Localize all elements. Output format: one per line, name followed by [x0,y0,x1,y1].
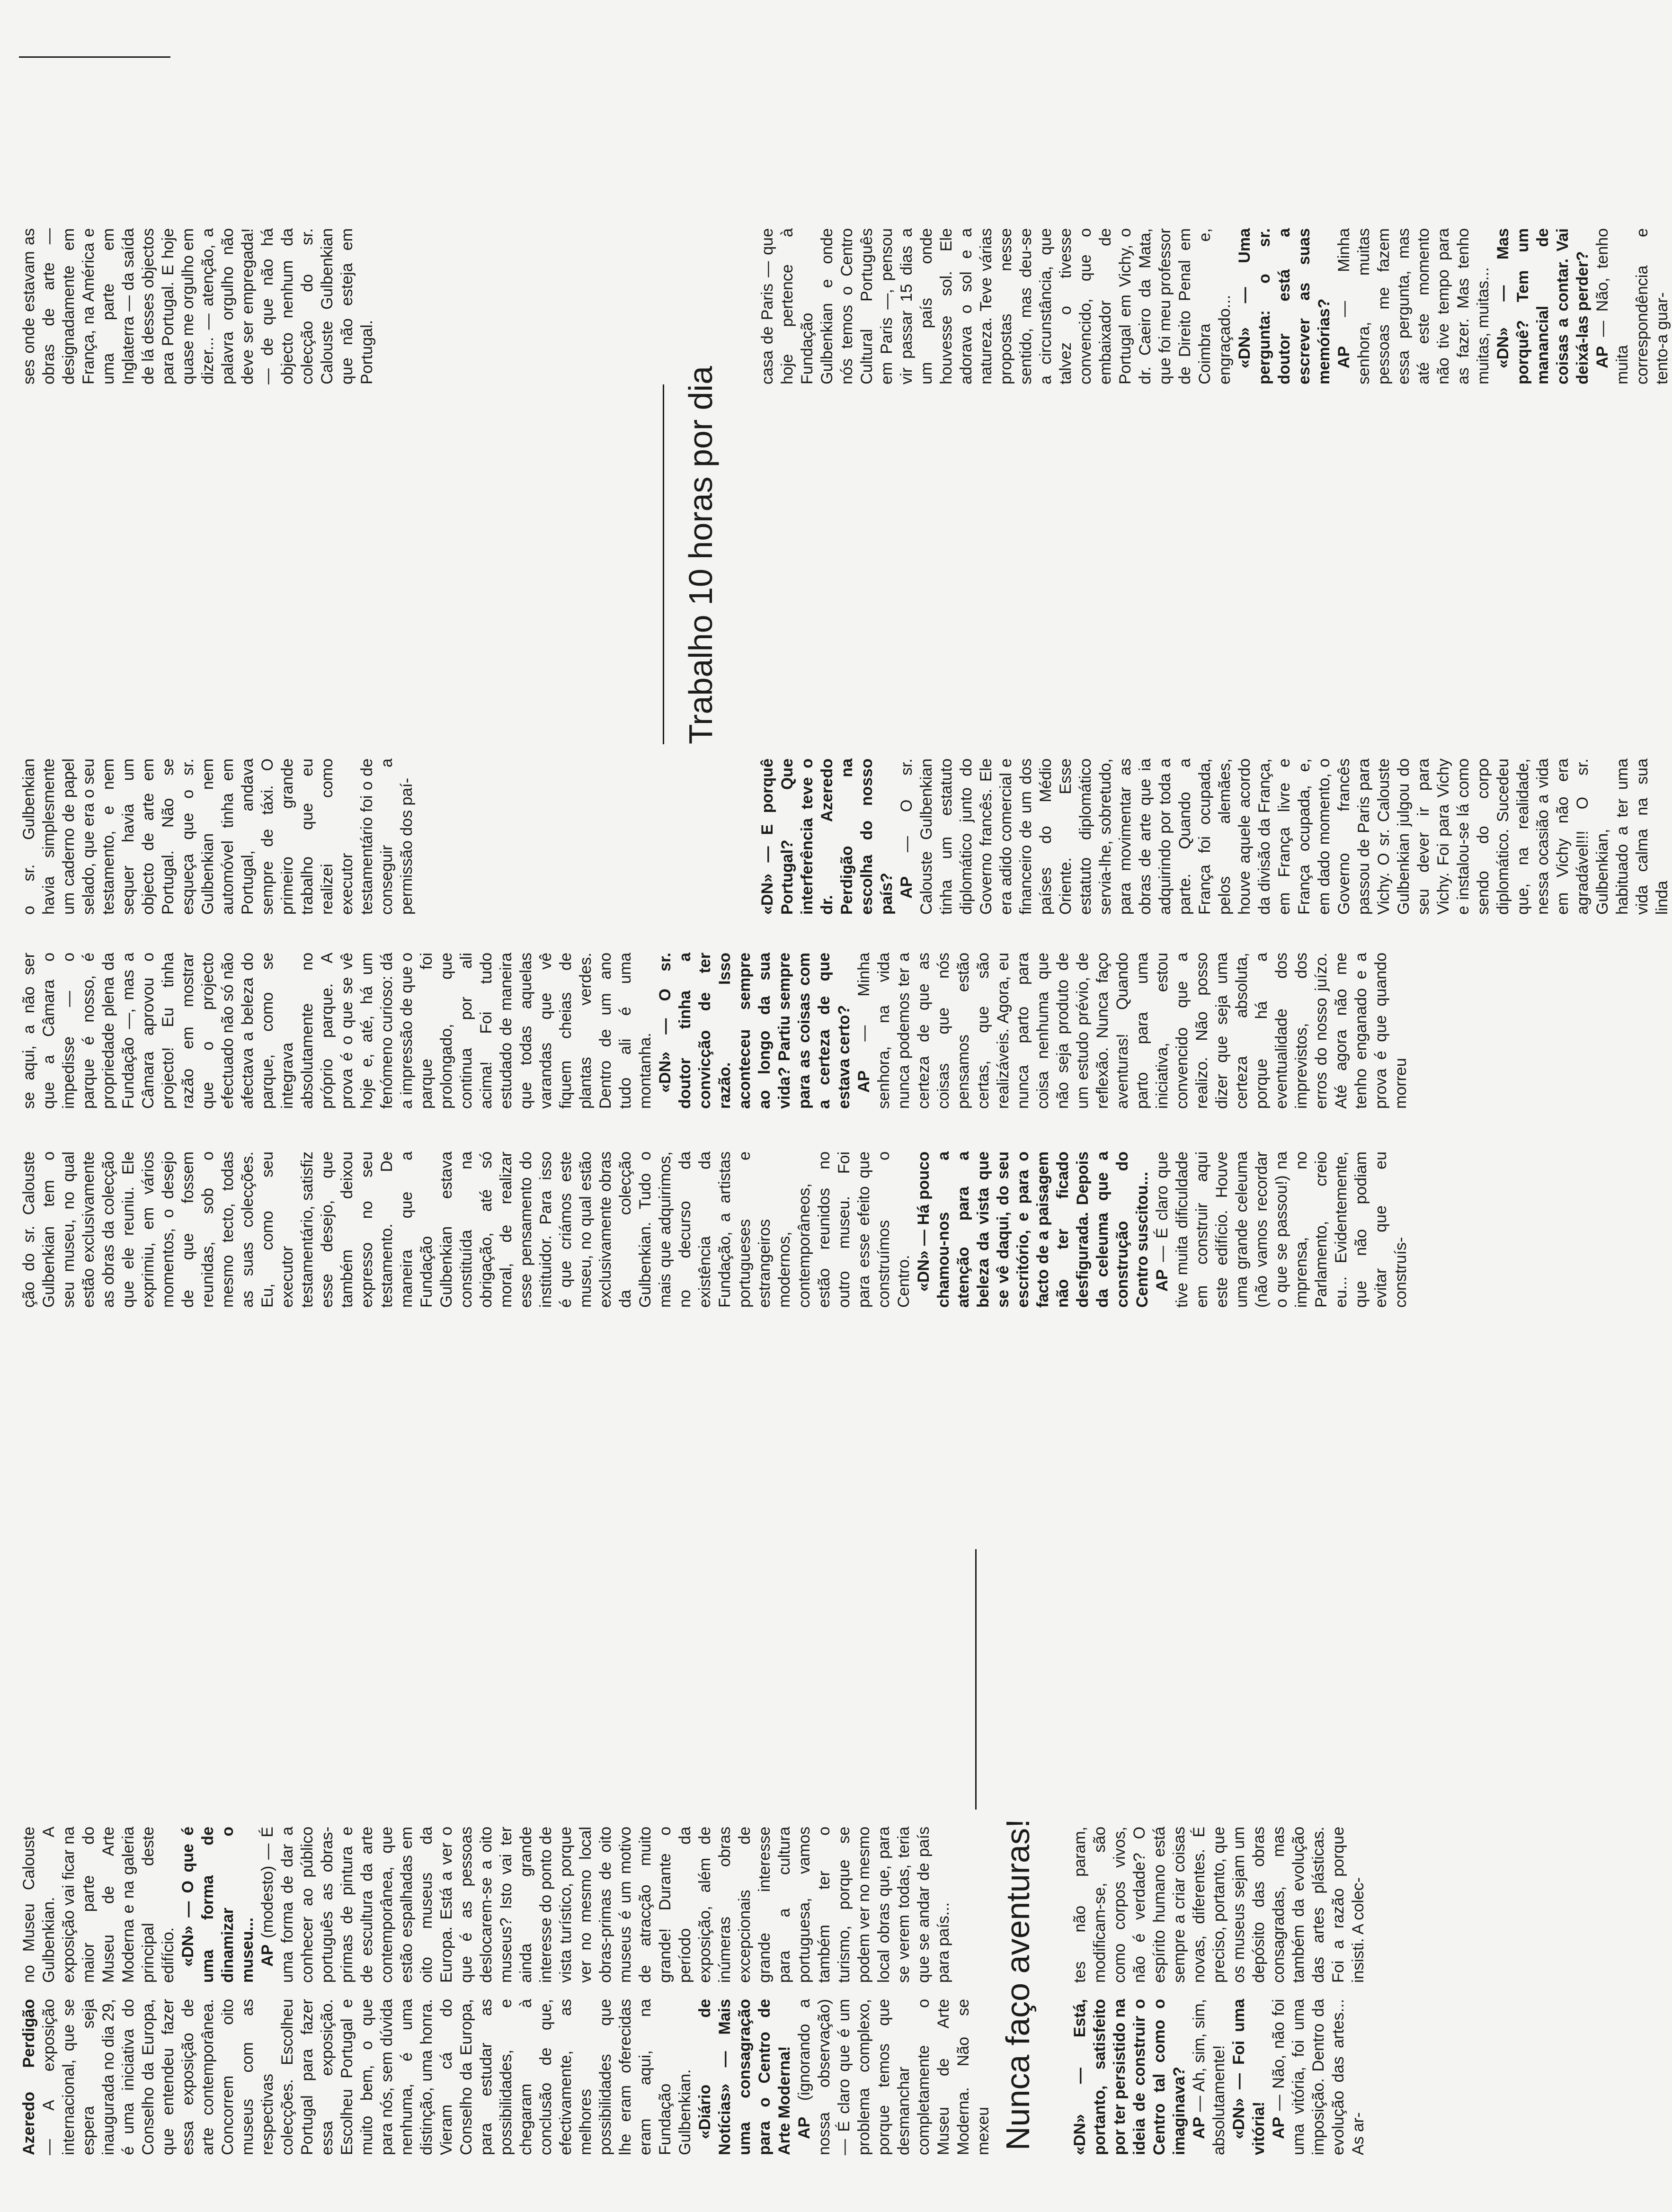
paragraph [695,1999,794,2155]
bold-lead: AP [855,1070,873,1093]
bold-lead: AP [1190,2116,1208,2139]
column-7 [757,758,1671,915]
bold-lead: «DN» — Há pouco chamou-nos a atenção para a beleza da vista que se vê daqui, do seu escritório, e para o facto de a paisagem não ter ficado desfigurada. Depois da celeuma que a construção do Centro suscitou... [915,1151,1151,1308]
rule-top-right [19,56,170,58]
paragraph [1070,1999,1189,2155]
body-text: ses onde estavam as obras de arte — designadamente em França, na América e uma parte em Inglaterra — da saída de lá desses objectos para Portugal. E hoje quase me orgulho em dizer... — atenção, a palavra orgulho não deve ser empregada! — de que não há objecto nenhum da colecção do sr. Calouste Gulbenkian que não esteja em Portugal. [20,228,376,384]
body-text: — Ah, sim, sim, absolutamente! [1190,1999,1228,2155]
bold-lead: AP [1335,346,1353,368]
body-text: — Não, tenho muita correspondência e tento-a guar- [1593,228,1671,384]
paragraph [19,228,377,384]
paragraph [19,1151,914,1308]
paragraph [19,1827,178,1983]
heading-nunca-faco-aventuras: Nunca faço aventuras! [999,1819,1036,2150]
bold-lead: «DN» — Foi uma vitória! [1230,1999,1268,2155]
rule-upper-lower [975,1549,977,1810]
bold-lead: AP [1270,2116,1288,2139]
paragraph [258,1827,953,1983]
bold-lead: AP [898,876,916,899]
paragraph [19,953,655,1109]
bold-lead: AP [258,1944,276,1967]
column-9 [757,228,1671,384]
bold-lead: «Diário de Notícias» — Mais uma consagração para o Centro de Arte Moderna! [696,1999,793,2155]
bold-lead: «DN» — Mas porquê? Tem um manancial de coisas a contar. Vai deixá-las perder? [1494,228,1592,384]
body-text: tes não param, modificam-se, são como corpos vivos, não é verdade? O espírito humano está sempre a criar coisas novas, diferentes. É preciso, portanto, que os museus sejam um depósito das obras consagradas, mas também da evolução das artes plásticas. Foi a razão porque insisti. A colec- [1071,1827,1367,1983]
bold-lead: AP [1153,1269,1171,1292]
paragraph [794,1999,993,2155]
paragraph [914,1151,1152,1308]
body-text: — A exposição internacional, que se espera seja inaugurada no dia 29, é uma iniciativa do Conselho da Europa, que entendeu fazer essa exposição de arte contemporânea. Concorrem oito museus com as respectivas colecções. Escolheu Portugal para fazer essa exposição. Escolheu Portugal e muito bem, o que para nós, sem dúvida nenhuma, é uma distinção, uma honra. Vieram cá do Conselho da Europa, para estudar as possibilidades, e chegaram à conclusão de que, efectivamente, as melhores possibilidades que lhe eram oferecidas eram aqui, na Fundação Gulbenkian. [40,1999,694,2155]
body-text: — Minha senhora, na vida nunca podemos ter a certeza de que as coisas que nós pensamos estão certas, que são realizáveis. Agora, eu nunca parto para coisa nenhuma que não seja produto de um estudo prévio, de reflexão. Nunca faço aventuras! Quando parto para uma iniciativa, estou convencido que a realizo. Não posso dizer que seja uma certeza absoluta, porque há a eventualidade dos imprevistos, dos erros do nosso juízo. Até agora não me tenho enganado e a prova é que quando morreu [855,953,1410,1109]
body-text: — Não, não foi uma vitória, foi uma imposição. Dentro da evolução das artes... As ar- [1270,1999,1367,2155]
body-text: (modesto) — É uma forma de dar a conhecer ao público português as obras-primas de pintura e de escultura da arte contemporânea, que estão espalhadas em oito museus da Europa. Está a ver o que é as pessoas deslocarem-se a oito museus? Isto vai ter ainda grande interesse do ponto de vista turístico, porque ver no mesmo local obras-primas de oito museus é um motivo de atracção muito grande! Durante o período da exposição, além de inúmeras obras excepcionais de grande interesse para a cultura portuguesa, vamos também ter o turismo, porque se podem ver no mesmo local obras que, para se verem todas, teria que se andar de país para país... [258,1827,952,1983]
bold-lead: «DN» — O sr. doutor tinha a convicção de ter razão. Isso aconteceu sempre ao longo da sua vida? Partiu sempre para as coisas com a certeza de que estava certo? [656,953,853,1109]
paragraph [1592,228,1672,384]
paragraph [178,1827,258,1983]
paragraph [655,953,854,1109]
paragraph [19,1999,695,2155]
rule-heading-2 [663,384,664,744]
body-text: casa de Paris — que hoje pertence à Fundação Gulbenkian e onde nós temos o Centro Cultural Português em Paris —, pensou vir passar 15 dias a um país onde houvesse sol. Ele adorava o sol e a natureza. Teve várias propostas nesse sentido, mas deu-se a circunstância, que talvez o tivesse convencido, que o embaixador de Portugal em Vichy, o dr. Caeiro da Mata, que foi meu professor de Direito Penal em Coimbra e, engraçado... [758,228,1234,384]
paragraph [1152,1151,1411,1308]
body-text: no Museu Calouste Gulbenkian. A exposição vai ficar na maior parte do Museu de Arte Moderna e na galeria principal deste edifício. [20,1827,177,1983]
column-8 [19,228,634,384]
body-text: se aqui, a não ser que a Câmara o impedisse — o parque é nosso, é propriedade plena da Fundação —, mas a Câmara aprovou o projecto! Eu tinha razão em mostrar que o projecto efectuado não só não afectava a beleza do parque, como se integrava absolutamente no próprio parque. A prova é o que se vê hoje e, até, há um fenómeno curioso: dá a impressão de que o parque foi prolongado, que continua por ali acima! Foi tudo estudado de maneira que todas aquelas varandas que vê fiquem cheias de plantas verdes. Dentro de um ano tudo ali é uma montanha. [20,953,654,1109]
paragraph [1334,228,1493,384]
paragraph [854,953,1411,1109]
bold-lead: «DN» — O que é uma forma de dinamizar o museu... [179,1827,257,1983]
paragraph [1229,1999,1269,2155]
paragraph [1070,1827,1368,1983]
column-10 [1070,1999,1524,2155]
bold-lead: Azeredo Perdigão [20,1999,38,2155]
body-text: — Minha senhora, muitas pessoas me fazem essa pergunta, mas até este momento não tive tempo para as fazer. Mas tenho muitas, muitas... [1335,228,1492,384]
bold-lead: «DN» — Está, portanto, satisfeito por ter persistido na ideia de construir o Centro tal como o imaginava? [1071,1999,1188,2155]
column-1 [19,1999,992,2155]
body-text: — É claro que tive muita dificuldade em construir aqui este edifício. Houve uma grande celeuma (não vamos recordar o que se passou!) na imprensa, no Parlamento, creio eu... Evidentemente, que não podiam evitar que eu construís- [1153,1151,1410,1308]
paragraph [1269,1999,1368,2155]
paragraph [757,228,1235,384]
bold-lead: «DN» — Uma pergunta: o sr. doutor está a escrever as suas memórias? [1236,228,1333,384]
column-6 [19,758,757,915]
body-text: — O sr. Calouste Gulbenkian tinha um estatuto diplomático junto do Governo francês. Ele era adido comercial e financeiro de um dos países do Médio Oriente. Esse estatuto diplomático servia-lhe, sobretudo, para movimentar as obras de arte que ia adquirindo por toda a parte. Quando a França foi ocupada, pelos alemães, houve aquele acordo da divisão da França, em França livre e França ocupada, e, em dado momento, o Governo francês passou de Paris para Vichy. O sr. Calouste Gulbenkian julgou do seu dever ir para Vichy. Foi para Vichy e instalou-se lá como sendo do corpo diplomático. Sucedeu que, na realidade, nessa ocasião a vida em Vichy não era agradável!!! O sr. Gulbenkian, habituado a ter uma vida calma na sua linda [898,758,1671,915]
paragraph [757,758,897,915]
body-text: ção do sr. Calouste Gulbenkian tem o seu museu, no qual estão exclusivamente as obras da colecção que ele reuniu. Ele exprimiu, em vários momentos, o desejo de que fossem reunidas, sob o mesmo tecto, todas as suas colecções. Eu, como seu executor testamentário, satisfiz esse desejo, que também deixou expresso no seu testamento. De maneira que a Fundação Gulbenkian estava constituída na obrigação, até só moral, de realizar esse pensamento do instituidor. Para isso é que criámos este museu, no qual estão exclusivamente obras da colecção Gulbenkian. Tudo o mais que adquirimos, no decurso da existência da Fundação, a artistas portugueses e estrangeiros modernos, contemporâneos, estão reunidos no outro museu. Foi para esse efeito que construímos o Centro. [20,1151,913,1308]
column-4 [19,1151,1410,1308]
paragraph [19,758,417,915]
paragraph [1493,228,1592,384]
column-3 [1070,1827,1524,1983]
bold-lead: AP [1593,346,1611,368]
heading-trabalho-10-horas: Trabalho 10 horas por dia [682,366,719,744]
column-5 [19,953,1524,1109]
body-text: (ignorando a nossa observação) — É claro que é um problema complexo, porque temos que desmanchar completamente o Museu de Arte Moderna. Não se mexeu [795,1999,992,2155]
paragraph [1235,228,1334,384]
bold-lead: «DN» — E porquê Portugal? Que interferência teve o dr. Azeredo Perdigão na escolha do nosso país? [758,758,896,915]
bold-lead: AP [795,2116,813,2139]
body-text: o sr. Gulbenkian havia simplesmente um caderno de papel selado, que era o seu testamento, e nem sequer havia um objecto de arte em Portugal. Não se esqueça que o sr. Gulbenkian nem automóvel tinha em Portugal, andava sempre de táxi. O primeiro grande trabalho que eu realizei como executor testamentário foi o de conseguir a permissão dos paí- [20,758,416,915]
column-2 [19,1827,959,1983]
paragraph [897,758,1672,915]
paragraph [1189,1999,1229,2155]
